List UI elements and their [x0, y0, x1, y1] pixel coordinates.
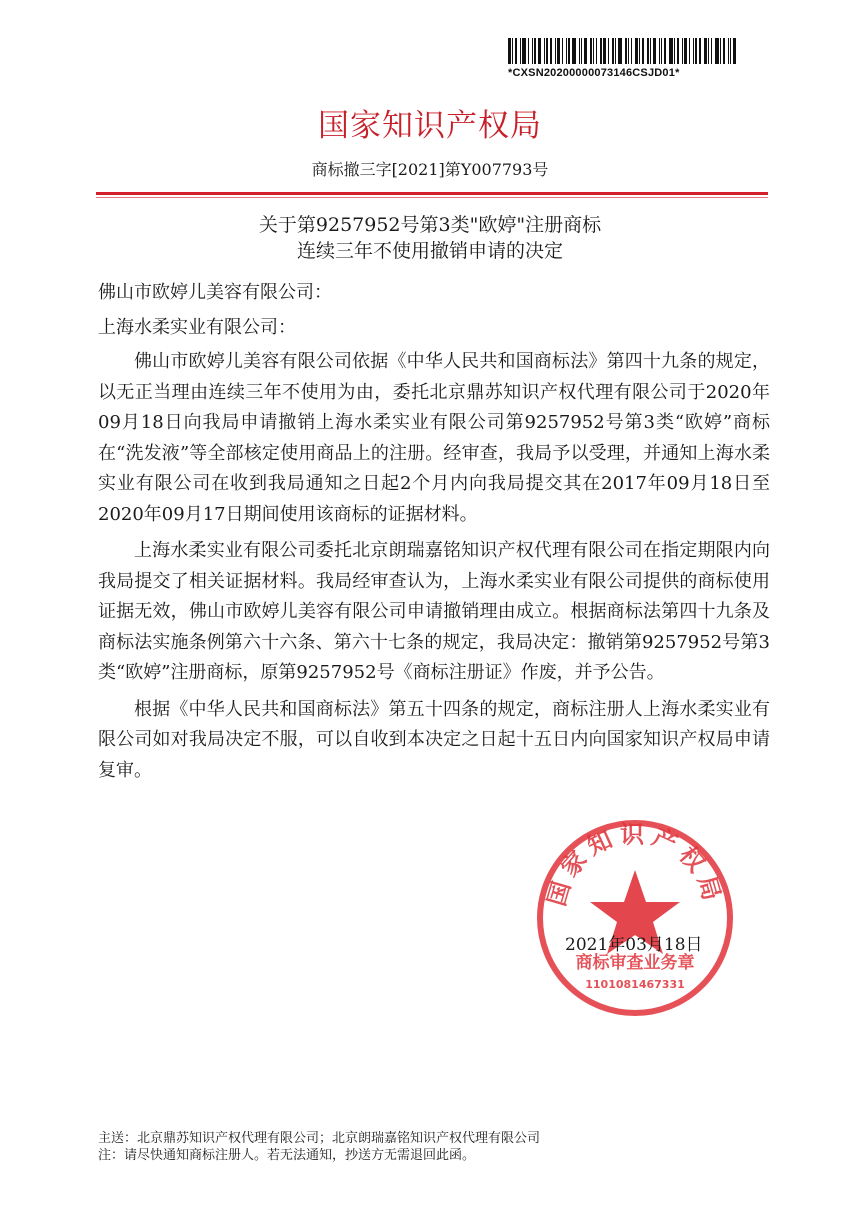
barcode-bar — [534, 38, 536, 64]
barcode-bar — [512, 38, 513, 64]
barcode-bar — [689, 38, 690, 64]
footer-note: 注：请尽快通知商标注册人。若无法通知，抄送方无需退回此函。 — [98, 1148, 476, 1163]
decision-title — [0, 212, 860, 264]
barcode-bar — [562, 38, 563, 64]
paragraph-review-rights: 根据《中华人民共和国商标法》第五十四条的规定，商标注册人上海水柔实业有限公司如对我局决定不服，可以自收到本决定之日起十五日内向国家知识产权局申请复审。 — [98, 698, 770, 781]
barcode-bar — [555, 38, 556, 64]
seal-inner-text: 商标审查业务章 — [575, 953, 695, 973]
title-line-2: 连续三年不使用撤销申请的决定 — [296, 240, 563, 262]
barcode-bar — [566, 38, 567, 64]
barcode-bar — [584, 38, 587, 64]
barcode-bar — [642, 38, 644, 64]
barcode-bar — [664, 38, 666, 64]
barcode-bar — [528, 38, 529, 64]
barcode-bar — [677, 38, 679, 64]
barcode-bar — [708, 38, 709, 64]
barcode-bar — [674, 38, 675, 64]
barcode-bar — [572, 38, 576, 64]
barcode-bar — [720, 38, 721, 64]
barcode-bar — [581, 38, 582, 64]
barcode-bar — [532, 38, 533, 64]
seal-code: 1101081467331 — [585, 978, 685, 991]
barcode-bar — [557, 38, 560, 64]
barcode-bar — [568, 38, 570, 64]
barcode-bar — [682, 38, 683, 64]
barcode-bar — [625, 38, 627, 64]
header-divider — [96, 192, 768, 195]
barcode-bar — [635, 38, 638, 64]
title-line-1: 关于第9257952号第3类"欧婷"注册商标 — [258, 214, 602, 236]
barcode-bar — [715, 38, 719, 64]
addressee-applicant: 佛山市欧婷儿美容有限公司： — [98, 282, 332, 303]
barcode-bar — [544, 38, 545, 64]
decision-body — [98, 278, 770, 792]
seal-outer-text: 国家知识产权局 — [542, 820, 728, 910]
addressee-registrant: 上海水柔实业有限公司： — [98, 316, 296, 338]
barcode-bar — [508, 38, 511, 64]
barcode-bar — [593, 38, 594, 64]
barcode-bar — [699, 38, 701, 64]
barcode-bar — [730, 38, 731, 64]
barcode-bar — [628, 38, 629, 64]
barcode-bar — [550, 38, 552, 64]
barcode-bar — [733, 38, 736, 64]
footer-notes — [98, 1130, 798, 1164]
footer-cc: 主送：北京鼎苏知识产权代理有限公司；北京朗瑞嘉铭知识产权代理有限公司 — [98, 1131, 541, 1146]
barcode-bar — [546, 38, 548, 64]
barcode-bar — [647, 38, 649, 64]
document-number: 商标撤三字[2021]第Y007793号 — [311, 160, 549, 179]
barcode-bar — [639, 38, 640, 64]
barcode-bar — [608, 38, 609, 64]
barcode-bar — [659, 38, 660, 64]
barcode-bar — [669, 38, 673, 64]
barcode-graphic — [508, 38, 740, 64]
decision-date: 2021年03月18日 — [565, 935, 703, 955]
barcode-bar — [615, 38, 616, 64]
barcode-bar — [693, 38, 694, 64]
barcode-bar — [661, 38, 662, 64]
barcode-bar — [590, 38, 592, 64]
official-seal — [535, 818, 735, 1018]
barcode-bar — [704, 38, 707, 64]
barcode-bar — [603, 38, 606, 64]
barcode-bar — [723, 38, 725, 64]
barcode-block — [508, 38, 740, 79]
barcode-bar — [612, 38, 614, 64]
barcode-bar — [538, 38, 541, 64]
barcode-bar — [695, 38, 697, 64]
agency-title: 国家知识产权局 — [318, 108, 542, 144]
barcode-bar — [579, 38, 580, 64]
paragraph-decision: 上海水柔实业有限公司委托北京朗瑞嘉铭知识产权代理有限公司在指定期限内向我局提交了相关证据材料。我局经审查认为，上海水柔实业有限公司提供的商标使用证据无效，佛山市欧婷儿美容有限公司申请撤销理由成立。根据商标法第四十九条及商标法实施条例第六十六条、第六十七条的规定，我局决定：撤销第9257952号第3类“欧婷”注册商标，原第9257952号《商标注册证》作废，并予公告。 — [98, 540, 770, 683]
barcode-bar — [515, 38, 517, 64]
barcode-bar — [728, 38, 729, 64]
barcode-bar — [618, 38, 622, 64]
barcode-bar — [600, 38, 602, 64]
barcode-bar — [684, 38, 687, 64]
barcode-bar — [711, 38, 712, 64]
barcode-bar — [522, 38, 526, 64]
barcode-id: *CXSN20200000073146CSJD01* — [508, 67, 680, 79]
barcode-bar — [596, 38, 597, 64]
barcode-bar — [650, 38, 651, 64]
paragraph-application: 佛山市欧婷儿美容有限公司依据《中华人民共和国商标法》第四十九条的规定，以无正当理由连续三年不使用为由，委托北京鼎苏知识产权代理有限公司于2020年09月18日向我局申请撤销上海水柔实业有限公司第9257952号第3类“欧婷”商标在“洗发液”等全部核定使用商品上的注册。经审查，我局予以受理，并通知上海水柔实业有限公司在收到我局通知之日起2个月内向我局提交其在2017年09月18日至2020年09月17日期间使用该商标的证据材料。 — [98, 351, 770, 525]
barcode-bar — [631, 38, 632, 64]
header-divider-thin — [96, 197, 768, 198]
barcode-bar — [653, 38, 656, 64]
barcode-bar — [520, 38, 521, 64]
